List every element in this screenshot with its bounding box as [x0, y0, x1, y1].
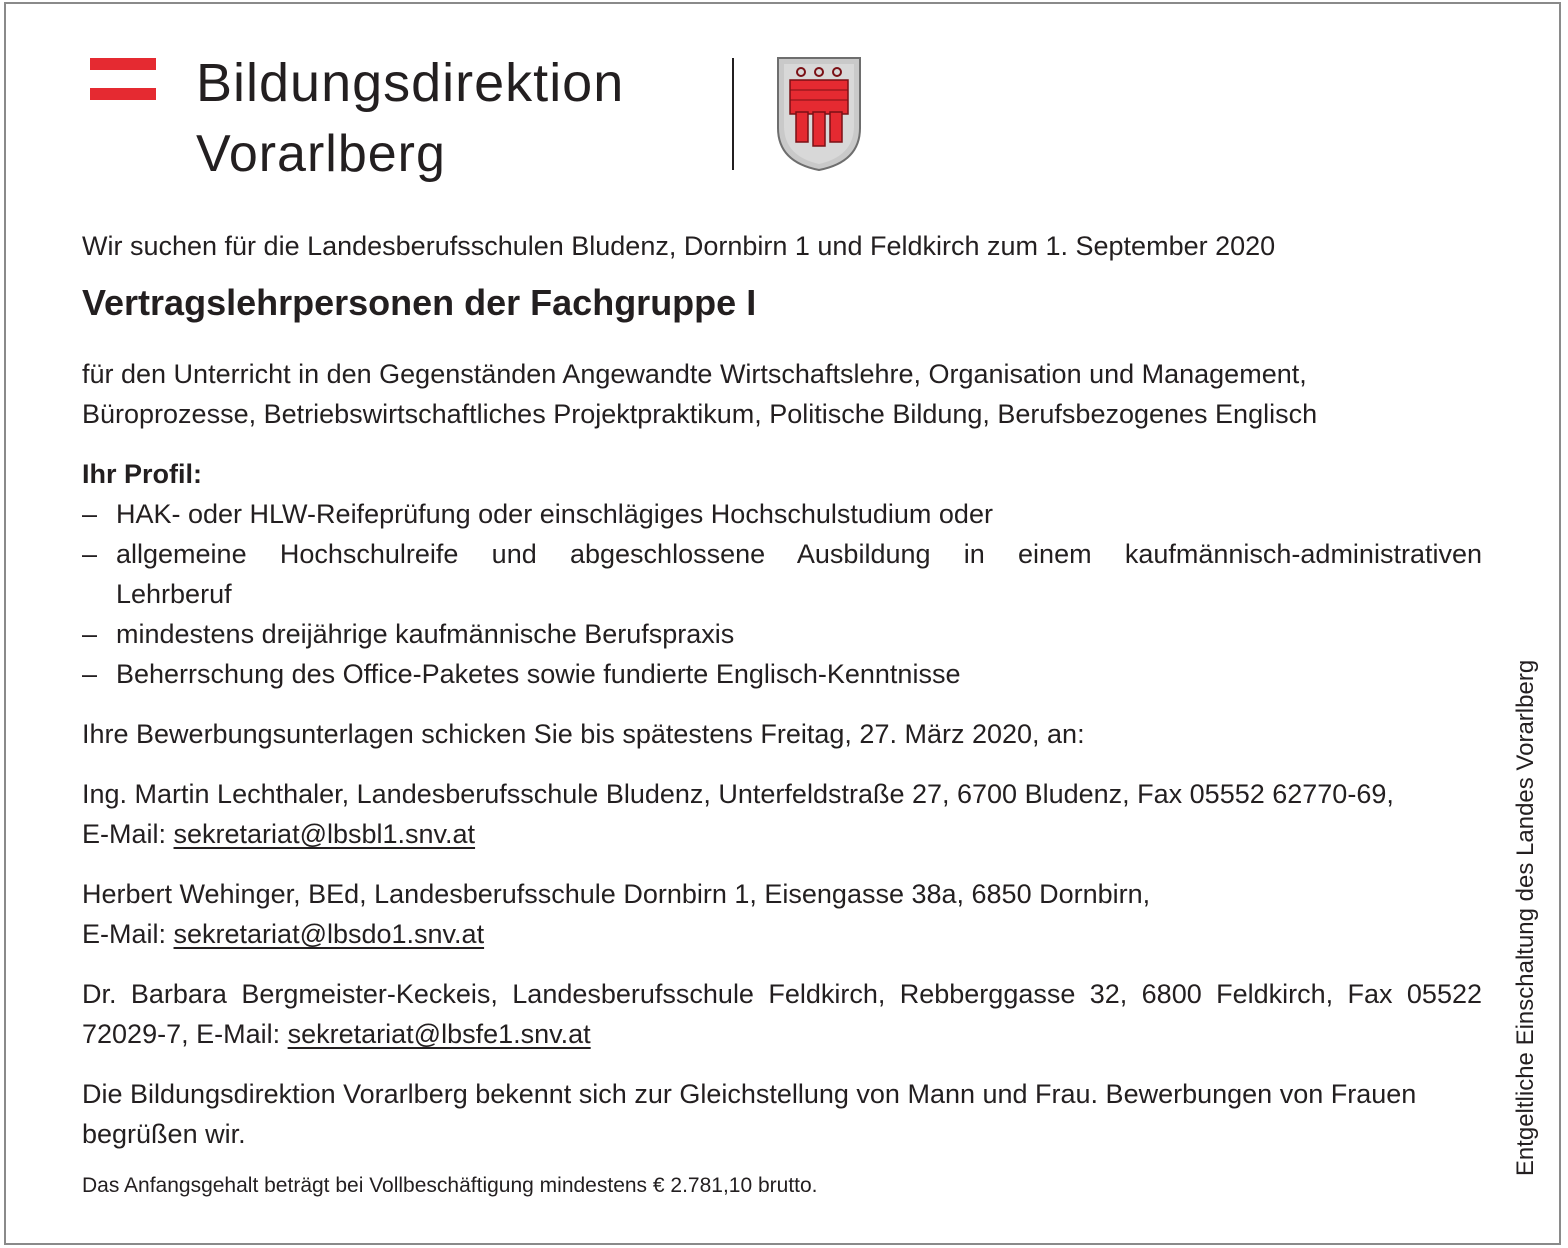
- list-bullet: –: [82, 659, 98, 689]
- list-bullet: –: [82, 619, 98, 649]
- list-item: HAK- oder HLW-Reifeprüfung oder einschlägiges Hochschulstudium oder: [116, 499, 993, 529]
- page-title: Vertragslehrpersonen der Fachgruppe I: [82, 282, 757, 323]
- profile-heading: Ihr Profil:: [82, 459, 202, 489]
- contact-feldkirch: Dr. Barbara Bergmeister-Keckeis, Landesberufsschule Feldkirch, Rebberggasse 32, 6800 Feldkirch, Fax 05522: [82, 979, 1482, 1009]
- logo-title: Bildungsdirektion: [196, 53, 625, 113]
- list-item: mindestens dreijährige kaufmännische Berufspraxis: [116, 619, 735, 649]
- email-link-feldkirch[interactable]: sekretariat@lbsfe1.snv.at: [287, 1019, 591, 1049]
- vorarlberg-coat-of-arms-icon: [776, 56, 862, 172]
- flag-stripe-bottom: [90, 88, 156, 100]
- list-item: allgemeine Hochschulreife und abgeschlossene Ausbildung in einem kaufmännisch-administrativen: [116, 539, 1482, 569]
- salary-note: Das Anfangsgehalt beträgt bei Vollbeschäftigung mindestens € 2.781,10 brutto.: [82, 1174, 818, 1197]
- logo-subtitle: Vorarlberg: [196, 125, 446, 183]
- subjects-line-2: Büroprozesse, Betriebswirtschaftliches Projektpraktikum, Politische Bildung, Berufsbezogenes Englisch: [82, 399, 1318, 429]
- list-item: Beherrschung des Office-Paketes sowie fundierte Englisch-Kenntnisse: [116, 659, 961, 689]
- list-bullet: –: [82, 539, 98, 569]
- email-label: E-Mail:: [82, 819, 174, 849]
- email-label: E-Mail:: [82, 919, 174, 949]
- list-bullet: –: [82, 499, 98, 529]
- paid-advertisement-note: Entgeltliche Einschaltung des Landes Vorarlberg: [1512, 659, 1539, 1177]
- contact-bludenz: Ing. Martin Lechthaler, Landesberufsschule Bludenz, Unterfeldstraße 27, 6700 Bludenz, Fax 05552 62770-69,: [82, 779, 1394, 809]
- equality-statement-line-1: Die Bildungsdirektion Vorarlberg bekennt sich zur Gleichstellung von Mann und Frau. Bewerbungen von Frauen: [82, 1079, 1417, 1109]
- contact-dornbirn-email-line: [82, 914, 484, 954]
- contact-dornbirn: Herbert Wehinger, BEd, Landesberufsschule Dornbirn 1, Eisengasse 38a, 6850 Dornbirn,: [82, 879, 1151, 909]
- application-deadline: Ihre Bewerbungsunterlagen schicken Sie bis spätestens Freitag, 27. März 2020, an:: [82, 719, 1085, 749]
- logo-divider: [732, 58, 734, 170]
- email-label: 72029-7, E-Mail:: [82, 1019, 288, 1049]
- equality-statement-line-2: begrüßen wir.: [82, 1119, 246, 1149]
- email-link-bludenz[interactable]: sekretariat@lbsbl1.snv.at: [173, 819, 476, 849]
- intro-text: Wir suchen für die Landesberufsschulen Bludenz, Dornbirn 1 und Feldkirch zum 1. September 2020: [82, 231, 1276, 261]
- contact-bludenz-email-line: [82, 814, 475, 854]
- email-link-dornbirn[interactable]: sekretariat@lbsdo1.snv.at: [173, 919, 485, 949]
- subjects-line-1: für den Unterricht in den Gegenständen Angewandte Wirtschaftslehre, Organisation und Management,: [82, 359, 1307, 389]
- flag-stripe-top: [90, 58, 156, 70]
- list-item-continued: Lehrberuf: [116, 579, 232, 609]
- contact-feldkirch-email-line: [82, 1014, 591, 1054]
